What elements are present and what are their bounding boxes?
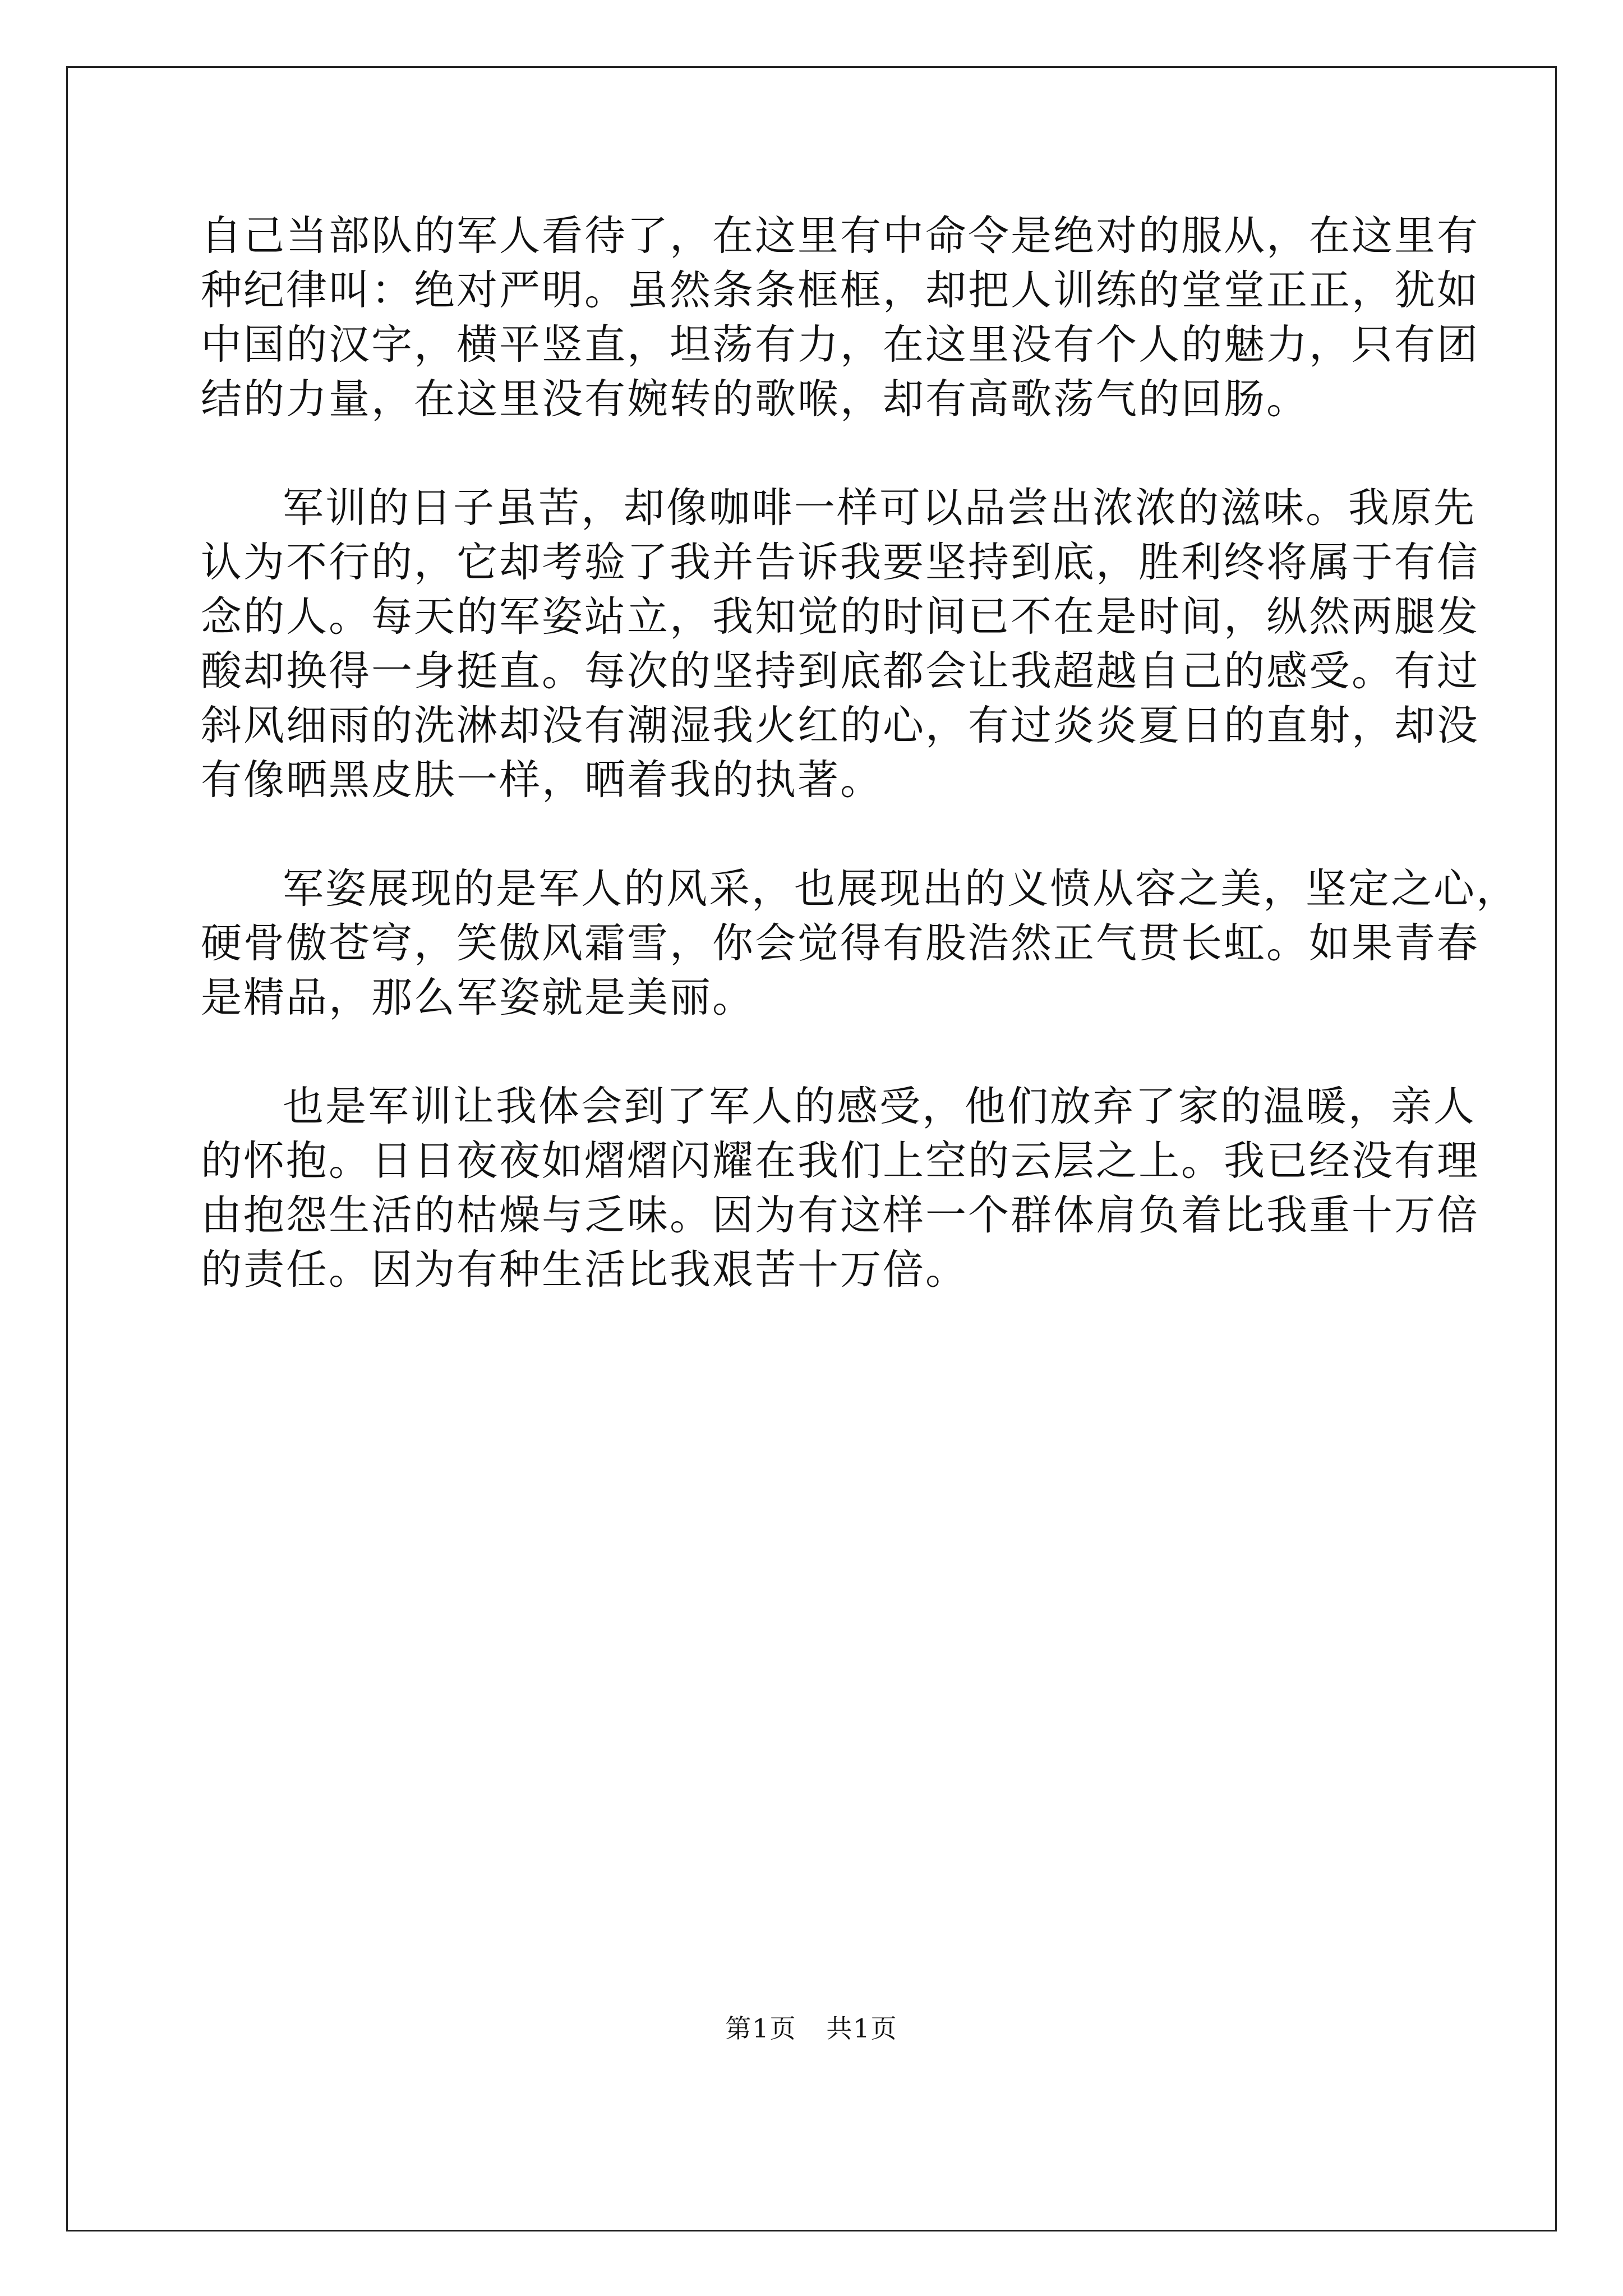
paragraph-spacer [201,426,1435,481]
paragraph-1-line-2: 种纪律叫：绝对严明。虽然条条框框，却把人训练的堂堂正正，犹如 [201,266,1479,314]
paragraph-3-line-2: 硬骨傲苍穹，笑傲风霜雪，你会觉得有股浩然正气贯长虹。如果青春 [201,919,1479,967]
paragraph-2-line-3: 念的人。每天的军姿站立，我知觉的时间已不在是时间，纵然两腿发 [201,593,1479,641]
paragraph-1-line-3: 中国的汉字，横平竖直，坦荡有力，在这里没有个人的魅力，只有团 [201,321,1479,369]
paragraph-4-line-1: 也是军训让我体会到了军人的感受，他们放弃了家的温暖，亲人 [283,1083,1476,1130]
paragraph-spacer [201,1025,1435,1079]
paragraph-1-line-4: 结的力量，在这里没有婉转的歌喉，却有高歌荡气的回肠。 [201,375,1309,423]
paragraph-3-line-3: 是精品，那么军姿就是美丽。 [201,974,755,1022]
paragraph-2-line-4: 酸却换得一身挺直。每次的坚持到底都会让我超越自己的感受。有过 [201,647,1479,695]
paragraph-4-line-2: 的怀抱。日日夜夜如熠熠闪耀在我们上空的云层之上。我已经没有理 [201,1137,1479,1185]
paragraph-2-line-5: 斜风细雨的洗淋却没有潮湿我火红的心，有过炎炎夏日的直射，却没 [201,702,1479,749]
total-pages: 共1页 [826,2013,898,2044]
paragraph-spacer [201,807,1435,862]
document-body [201,209,1519,1297]
page-number: 第1页 [725,2013,797,2044]
paragraph-2-line-2: 认为不行的，它却考验了我并告诉我要坚持到底，胜利终将属于有信 [201,539,1479,586]
paragraph-4-line-3: 由抱怨生活的枯燥与乏味。因为有这样一个群体肩负着比我重十万倍 [201,1191,1479,1239]
paragraph-2-line-6: 有像晒黑皮肤一样，晒着我的执著。 [201,756,883,804]
paragraph-4-line-4: 的责任。因为有种生活比我艰苦十万倍。 [201,1246,968,1294]
paragraph-3-line-1: 军姿展现的是军人的风采，也展现出的义愤从容之美，坚定之心， [283,865,1519,913]
paragraph-2-line-1: 军训的日子虽苦，却像咖啡一样可以品尝出浓浓的滋味。我原先 [283,484,1476,532]
paragraph-1-line-1: 自己当部队的军人看待了，在这里有中命令是绝对的服从，在这里有 [201,212,1479,260]
page-footer [0,2008,1623,2045]
